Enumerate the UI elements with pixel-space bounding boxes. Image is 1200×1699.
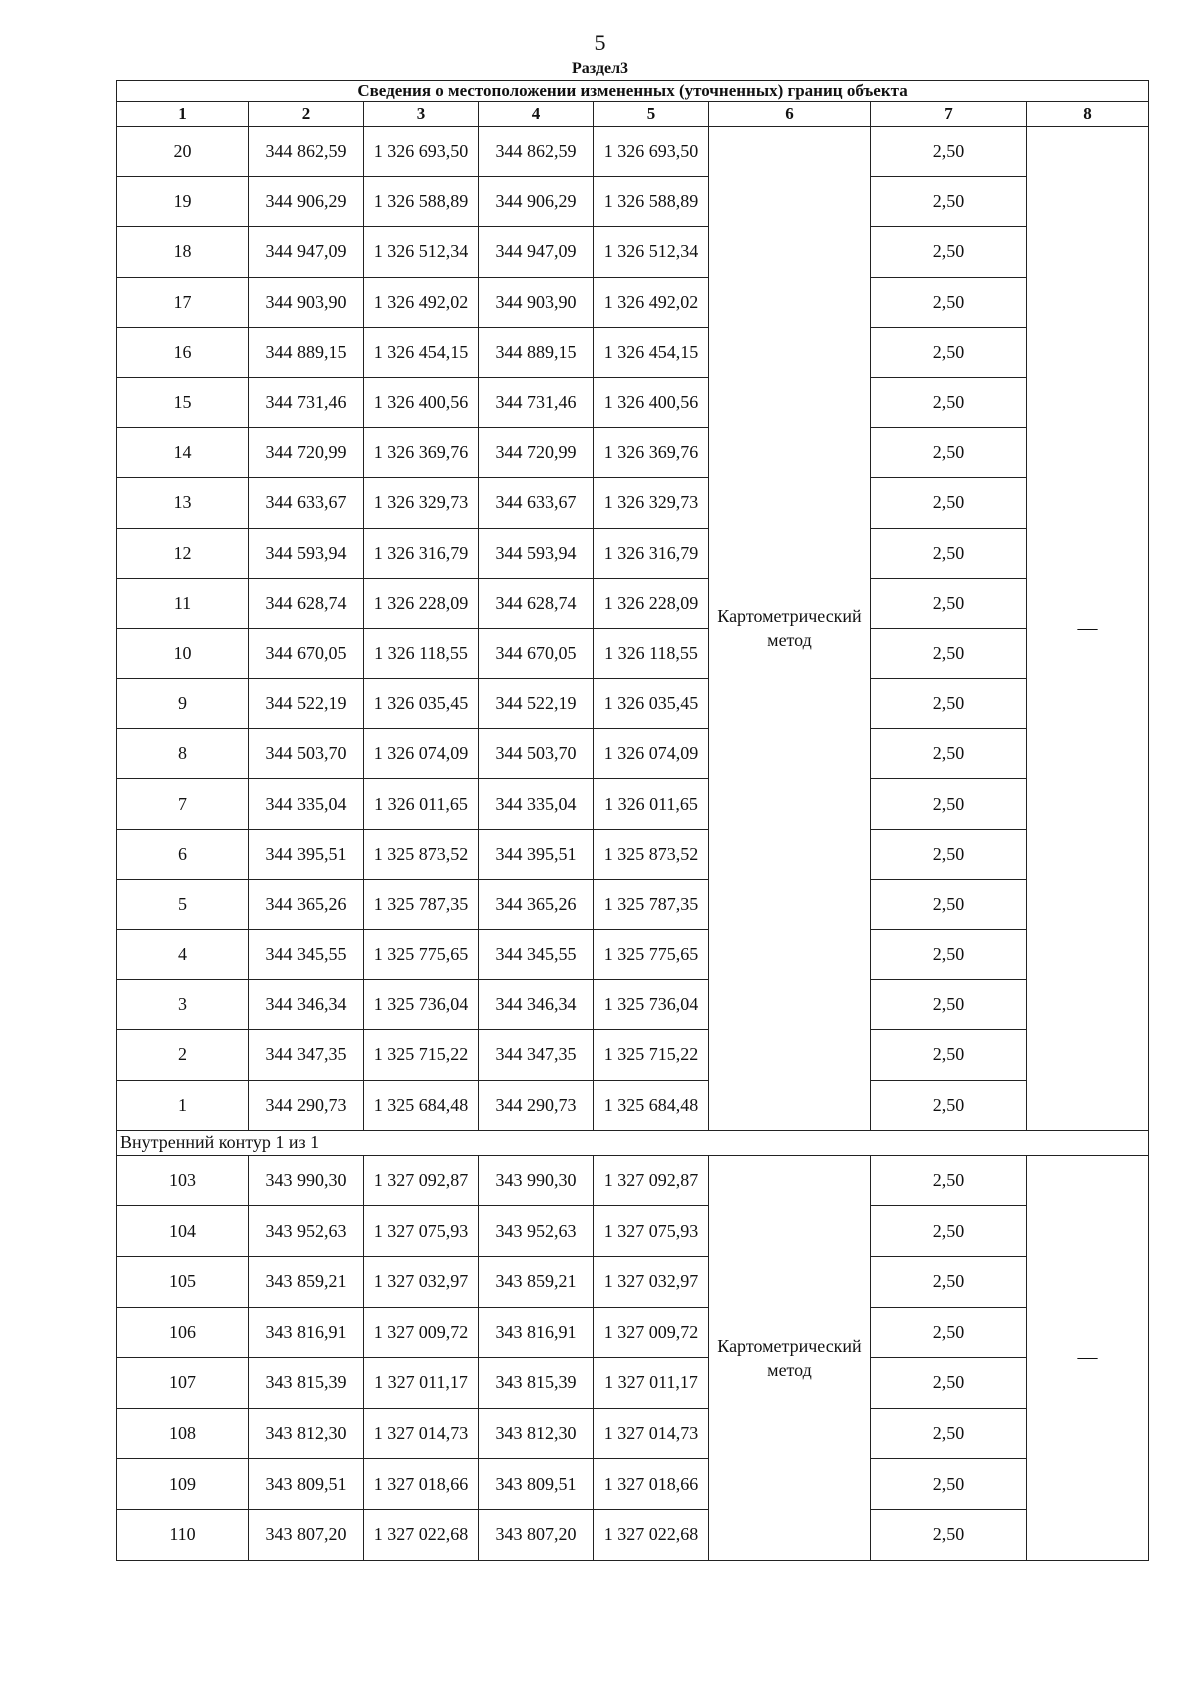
coordinate-y-cell: 1 327 018,66	[594, 1459, 709, 1510]
coordinate-y-cell: 1 326 074,09	[594, 729, 709, 779]
coordinate-y-cell: 1 325 775,65	[594, 930, 709, 980]
point-number-cell: 7	[117, 779, 249, 829]
point-number-cell: 106	[117, 1307, 249, 1358]
table-caption: Сведения о местоположении измененных (уточненных) границ объекта	[117, 81, 1149, 102]
coordinate-x-cell: 344 628,74	[249, 578, 364, 628]
coordinate-x-cell: 343 807,20	[249, 1509, 364, 1560]
accuracy-cell: 2,50	[871, 679, 1027, 729]
point-number-cell: 6	[117, 829, 249, 879]
table-row	[117, 1206, 1149, 1257]
accuracy-cell: 2,50	[871, 1155, 1027, 1206]
table-row	[117, 1459, 1149, 1510]
accuracy-cell: 2,50	[871, 1256, 1027, 1307]
coordinate-x-cell: 344 522,19	[479, 679, 594, 729]
coordinate-x-cell: 344 947,09	[249, 227, 364, 277]
table-row	[117, 227, 1149, 277]
coordinate-x-cell: 343 816,91	[479, 1307, 594, 1358]
coordinate-x-cell: 343 815,39	[479, 1358, 594, 1409]
coordinate-y-cell: 1 327 032,97	[594, 1256, 709, 1307]
table-row	[117, 578, 1149, 628]
coordinate-x-cell: 344 345,55	[249, 930, 364, 980]
coordinate-y-cell: 1 326 454,15	[364, 327, 479, 377]
accuracy-cell: 2,50	[871, 930, 1027, 980]
coordinate-x-cell: 343 990,30	[479, 1155, 594, 1206]
coordinate-x-cell: 344 290,73	[249, 1080, 364, 1130]
page-number: 5	[594, 30, 606, 55]
coordinate-x-cell: 344 731,46	[479, 377, 594, 427]
accuracy-cell: 2,50	[871, 829, 1027, 879]
coordinate-y-cell: 1 325 684,48	[364, 1080, 479, 1130]
coordinate-y-cell: 1 326 011,65	[364, 779, 479, 829]
accuracy-cell: 2,50	[871, 377, 1027, 427]
coordinate-y-cell: 1 326 588,89	[364, 177, 479, 227]
method-cell	[709, 1155, 871, 1560]
coordinate-y-cell: 1 327 009,72	[364, 1307, 479, 1358]
table-row	[117, 779, 1149, 829]
coordinate-y-cell: 1 325 736,04	[364, 980, 479, 1030]
coordinate-y-cell: 1 326 329,73	[594, 478, 709, 528]
coordinate-y-cell: 1 326 228,09	[364, 578, 479, 628]
coordinate-y-cell: 1 327 009,72	[594, 1307, 709, 1358]
coordinate-y-cell: 1 326 512,34	[594, 227, 709, 277]
point-number-cell: 108	[117, 1408, 249, 1459]
accuracy-cell: 2,50	[871, 1080, 1027, 1130]
coordinate-x-cell: 344 365,26	[479, 879, 594, 929]
coordinate-y-cell: 1 327 014,73	[594, 1408, 709, 1459]
coordinate-x-cell: 344 346,34	[249, 980, 364, 1030]
coordinate-x-cell: 344 347,35	[479, 1030, 594, 1080]
table-row	[117, 1509, 1149, 1560]
table-row	[117, 879, 1149, 929]
coordinate-y-cell: 1 327 011,17	[364, 1358, 479, 1409]
table-row	[117, 829, 1149, 879]
point-number-cell: 16	[117, 327, 249, 377]
coordinate-y-cell: 1 326 035,45	[594, 679, 709, 729]
inner-contour-label: Внутренний контур 1 из 1	[117, 1130, 1149, 1155]
table-row	[117, 628, 1149, 678]
table-row	[117, 127, 1149, 177]
accuracy-cell: 2,50	[871, 277, 1027, 327]
method-label: Картометрический метод	[717, 1335, 862, 1380]
coordinate-y-cell: 1 326 400,56	[364, 377, 479, 427]
point-number-cell: 13	[117, 478, 249, 528]
coordinate-y-cell: 1 325 873,52	[364, 829, 479, 879]
coordinate-y-cell: 1 326 118,55	[364, 628, 479, 678]
table-row	[117, 428, 1149, 478]
accuracy-cell: 2,50	[871, 1030, 1027, 1080]
coordinate-x-cell: 343 859,21	[249, 1256, 364, 1307]
coordinate-x-cell: 344 503,70	[249, 729, 364, 779]
note-cell: —	[1027, 1155, 1149, 1560]
point-number-cell: 15	[117, 377, 249, 427]
boundary-table	[116, 80, 1149, 1561]
column-number-header: 6	[709, 102, 871, 127]
point-number-cell: 103	[117, 1155, 249, 1206]
coordinate-x-cell: 344 347,35	[249, 1030, 364, 1080]
point-number-cell: 1	[117, 1080, 249, 1130]
coordinate-x-cell: 343 952,63	[249, 1206, 364, 1257]
coordinate-y-cell: 1 326 400,56	[594, 377, 709, 427]
coordinate-x-cell: 344 593,94	[479, 528, 594, 578]
coordinate-x-cell: 344 346,34	[479, 980, 594, 1030]
coordinate-y-cell: 1 327 022,68	[594, 1509, 709, 1560]
coordinate-y-cell: 1 325 787,35	[364, 879, 479, 929]
table-row	[117, 1358, 1149, 1409]
table-row	[117, 729, 1149, 779]
coordinate-x-cell: 344 503,70	[479, 729, 594, 779]
coordinate-y-cell: 1 325 787,35	[594, 879, 709, 929]
point-number-cell: 5	[117, 879, 249, 929]
method-label: Картометрический метод	[717, 606, 862, 651]
point-number-cell: 20	[117, 127, 249, 177]
note-cell: —	[1027, 127, 1149, 1131]
column-number-header: 7	[871, 102, 1027, 127]
column-number-header: 2	[249, 102, 364, 127]
coordinate-y-cell: 1 327 011,17	[594, 1358, 709, 1409]
accuracy-cell: 2,50	[871, 528, 1027, 578]
accuracy-cell: 2,50	[871, 1459, 1027, 1510]
coordinate-y-cell: 1 325 775,65	[364, 930, 479, 980]
coordinate-y-cell: 1 326 693,50	[594, 127, 709, 177]
point-number-cell: 8	[117, 729, 249, 779]
accuracy-cell: 2,50	[871, 1408, 1027, 1459]
coordinate-x-cell: 343 815,39	[249, 1358, 364, 1409]
accuracy-cell: 2,50	[871, 578, 1027, 628]
table-row	[117, 1307, 1149, 1358]
coordinate-y-cell: 1 327 032,97	[364, 1256, 479, 1307]
point-number-cell: 18	[117, 227, 249, 277]
coordinate-y-cell: 1 326 316,79	[364, 528, 479, 578]
coordinate-y-cell: 1 326 369,76	[594, 428, 709, 478]
coordinate-y-cell: 1 326 118,55	[594, 628, 709, 678]
point-number-cell: 104	[117, 1206, 249, 1257]
method-cell	[709, 127, 871, 1131]
accuracy-cell: 2,50	[871, 127, 1027, 177]
coordinate-y-cell: 1 326 369,76	[364, 428, 479, 478]
table-row	[117, 177, 1149, 227]
coordinate-x-cell: 344 395,51	[249, 829, 364, 879]
point-number-cell: 12	[117, 528, 249, 578]
coordinate-y-cell: 1 326 228,09	[594, 578, 709, 628]
table-row	[117, 1408, 1149, 1459]
coordinate-x-cell: 344 906,29	[479, 177, 594, 227]
coordinate-x-cell: 344 862,59	[249, 127, 364, 177]
coordinate-x-cell: 344 335,04	[479, 779, 594, 829]
accuracy-cell: 2,50	[871, 227, 1027, 277]
coordinate-x-cell: 344 889,15	[249, 327, 364, 377]
coordinate-y-cell: 1 325 715,22	[594, 1030, 709, 1080]
coordinate-x-cell: 343 812,30	[479, 1408, 594, 1459]
coordinate-x-cell: 344 720,99	[249, 428, 364, 478]
coordinate-x-cell: 344 906,29	[249, 177, 364, 227]
table-row	[117, 1256, 1149, 1307]
coordinate-y-cell: 1 326 492,02	[364, 277, 479, 327]
table-row	[117, 679, 1149, 729]
point-number-cell: 17	[117, 277, 249, 327]
coordinate-x-cell: 344 862,59	[479, 127, 594, 177]
point-number-cell: 109	[117, 1459, 249, 1510]
coordinate-x-cell: 343 809,51	[249, 1459, 364, 1510]
coordinate-x-cell: 344 947,09	[479, 227, 594, 277]
coordinate-x-cell: 343 859,21	[479, 1256, 594, 1307]
coordinate-y-cell: 1 326 329,73	[364, 478, 479, 528]
table-row	[117, 277, 1149, 327]
coordinate-x-cell: 344 628,74	[479, 578, 594, 628]
column-number-header: 4	[479, 102, 594, 127]
coordinate-y-cell: 1 326 011,65	[594, 779, 709, 829]
accuracy-cell: 2,50	[871, 628, 1027, 678]
point-number-cell: 9	[117, 679, 249, 729]
table-row	[117, 1080, 1149, 1130]
coordinate-x-cell: 344 345,55	[479, 930, 594, 980]
coordinate-y-cell: 1 326 588,89	[594, 177, 709, 227]
coordinate-x-cell: 344 731,46	[249, 377, 364, 427]
point-number-cell: 11	[117, 578, 249, 628]
point-number-cell: 2	[117, 1030, 249, 1080]
accuracy-cell: 2,50	[871, 1307, 1027, 1358]
column-number-header: 1	[117, 102, 249, 127]
coordinate-y-cell: 1 327 022,68	[364, 1509, 479, 1560]
coordinate-x-cell: 344 889,15	[479, 327, 594, 377]
coordinate-x-cell: 343 809,51	[479, 1459, 594, 1510]
accuracy-cell: 2,50	[871, 327, 1027, 377]
table-row	[117, 930, 1149, 980]
coordinate-x-cell: 344 335,04	[249, 779, 364, 829]
coordinate-x-cell: 344 633,67	[479, 478, 594, 528]
coordinate-x-cell: 344 290,73	[479, 1080, 594, 1130]
column-number-header: 8	[1027, 102, 1149, 127]
coordinate-x-cell: 344 720,99	[479, 428, 594, 478]
coordinate-x-cell: 344 633,67	[249, 478, 364, 528]
coordinate-x-cell: 344 593,94	[249, 528, 364, 578]
point-number-cell: 10	[117, 628, 249, 678]
table-row	[117, 1030, 1149, 1080]
point-number-cell: 14	[117, 428, 249, 478]
coordinate-y-cell: 1 325 684,48	[594, 1080, 709, 1130]
coordinate-y-cell: 1 326 693,50	[364, 127, 479, 177]
coordinate-x-cell: 343 816,91	[249, 1307, 364, 1358]
coordinate-y-cell: 1 327 075,93	[364, 1206, 479, 1257]
accuracy-cell: 2,50	[871, 779, 1027, 829]
coordinate-y-cell: 1 326 035,45	[364, 679, 479, 729]
coordinate-x-cell: 344 395,51	[479, 829, 594, 879]
coordinate-y-cell: 1 327 092,87	[364, 1155, 479, 1206]
coordinate-y-cell: 1 325 873,52	[594, 829, 709, 879]
accuracy-cell: 2,50	[871, 729, 1027, 779]
point-number-cell: 107	[117, 1358, 249, 1409]
point-number-cell: 105	[117, 1256, 249, 1307]
coordinate-y-cell: 1 326 492,02	[594, 277, 709, 327]
point-number-cell: 110	[117, 1509, 249, 1560]
accuracy-cell: 2,50	[871, 980, 1027, 1030]
accuracy-cell: 2,50	[871, 1509, 1027, 1560]
coordinate-y-cell: 1 327 092,87	[594, 1155, 709, 1206]
coordinate-x-cell: 344 670,05	[249, 628, 364, 678]
column-number-header: 3	[364, 102, 479, 127]
coordinate-x-cell: 344 903,90	[479, 277, 594, 327]
point-number-cell: 3	[117, 980, 249, 1030]
table-row	[117, 980, 1149, 1030]
point-number-cell: 19	[117, 177, 249, 227]
point-number-cell: 4	[117, 930, 249, 980]
table-row	[117, 528, 1149, 578]
coordinate-x-cell: 343 807,20	[479, 1509, 594, 1560]
coordinate-y-cell: 1 327 014,73	[364, 1408, 479, 1459]
accuracy-cell: 2,50	[871, 478, 1027, 528]
coordinate-y-cell: 1 326 454,15	[594, 327, 709, 377]
coordinate-y-cell: 1 326 074,09	[364, 729, 479, 779]
table-row	[117, 327, 1149, 377]
coordinate-x-cell: 344 903,90	[249, 277, 364, 327]
coordinate-x-cell: 343 812,30	[249, 1408, 364, 1459]
accuracy-cell: 2,50	[871, 177, 1027, 227]
coordinate-x-cell: 344 522,19	[249, 679, 364, 729]
accuracy-cell: 2,50	[871, 428, 1027, 478]
section-title: Раздел3	[571, 60, 629, 77]
accuracy-cell: 2,50	[871, 1358, 1027, 1409]
coordinate-x-cell: 343 952,63	[479, 1206, 594, 1257]
coordinate-y-cell: 1 326 316,79	[594, 528, 709, 578]
coordinate-x-cell: 344 670,05	[479, 628, 594, 678]
coordinate-y-cell: 1 325 715,22	[364, 1030, 479, 1080]
accuracy-cell: 2,50	[871, 1206, 1027, 1257]
coordinate-x-cell: 344 365,26	[249, 879, 364, 929]
accuracy-cell: 2,50	[871, 879, 1027, 929]
table-row	[117, 377, 1149, 427]
coordinate-y-cell: 1 325 736,04	[594, 980, 709, 1030]
coordinate-y-cell: 1 327 075,93	[594, 1206, 709, 1257]
table-row	[117, 1155, 1149, 1206]
coordinate-x-cell: 343 990,30	[249, 1155, 364, 1206]
table-row	[117, 478, 1149, 528]
column-number-header: 5	[594, 102, 709, 127]
coordinate-y-cell: 1 327 018,66	[364, 1459, 479, 1510]
coordinate-y-cell: 1 326 512,34	[364, 227, 479, 277]
